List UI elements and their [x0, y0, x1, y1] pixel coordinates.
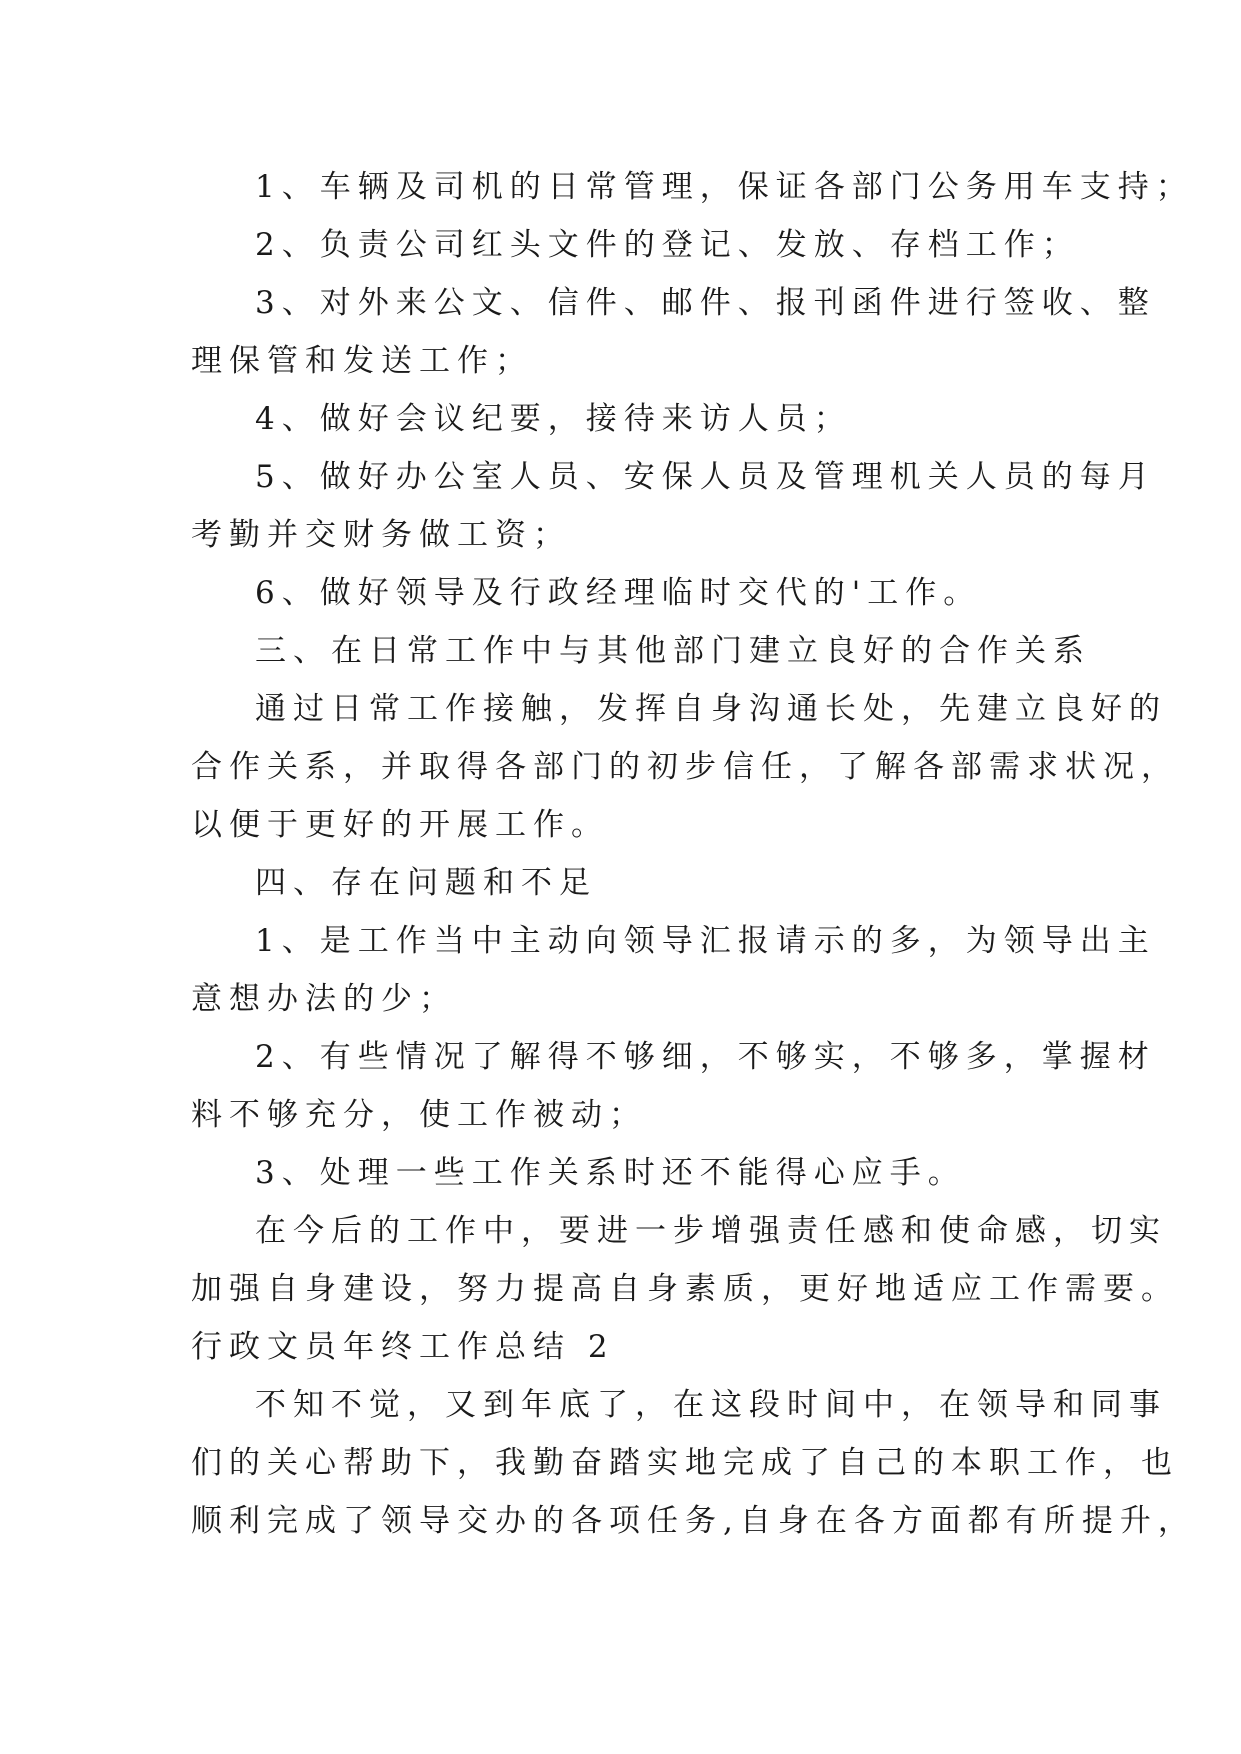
text-line: 3、处理一些工作关系时还不能得心应手。	[255, 1155, 966, 1191]
text-line: 6、做好领导及行政经理临时交代的'工作。	[255, 575, 982, 611]
text-line: 1、车辆及司机的日常管理，保证各部门公务用车支持；	[255, 169, 1194, 205]
text-line: 行政文员年终工作总结 2	[191, 1329, 615, 1365]
text-line: 意想办法的少；	[191, 981, 457, 1017]
text-line: 三、在日常工作中与其他部门建立良好的合作关系	[255, 633, 1091, 669]
text-line: 理保管和发送工作；	[191, 343, 533, 379]
text-line: 合作关系，并取得各部门的初步信任，了解各部需求状况，	[191, 749, 1179, 785]
text-line: 3、对外来公文、信件、邮件、报刊函件进行签收、整	[255, 285, 1156, 321]
text-line: 2、负责公司红头文件的登记、发放、存档工作；	[255, 227, 1080, 263]
text-line: 在今后的工作中，要进一步增强责任感和使命感，切实	[255, 1213, 1167, 1249]
text-line: 顺利完成了领导交办的各项任务,自身在各方面都有所提升，	[191, 1503, 1196, 1539]
text-line: 四、存在问题和不足	[255, 865, 597, 901]
text-line: 以便于更好的开展工作。	[191, 807, 609, 843]
text-line: 不知不觉，又到年底了，在这段时间中，在领导和同事	[255, 1387, 1167, 1423]
text-line: 4、做好会议纪要，接待来访人员；	[255, 401, 852, 437]
text-line: 1、是工作当中主动向领导汇报请示的多，为领导出主	[255, 923, 1156, 959]
text-line: 5、做好办公室人员、安保人员及管理机关人员的每月	[255, 459, 1156, 495]
text-line: 料不够充分，使工作被动；	[191, 1097, 647, 1133]
text-line: 通过日常工作接触，发挥自身沟通长处，先建立良好的	[255, 691, 1167, 727]
text-line: 加强自身建设，努力提高自身素质，更好地适应工作需要。	[191, 1271, 1179, 1307]
text-line: 2、有些情况了解得不够细，不够实，不够多，掌握材	[255, 1039, 1156, 1075]
document-body	[191, 158, 1196, 1550]
text-line: 们的关心帮助下，我勤奋踏实地完成了自己的本职工作，也	[191, 1445, 1179, 1481]
text-line: 考勤并交财务做工资；	[191, 517, 571, 553]
